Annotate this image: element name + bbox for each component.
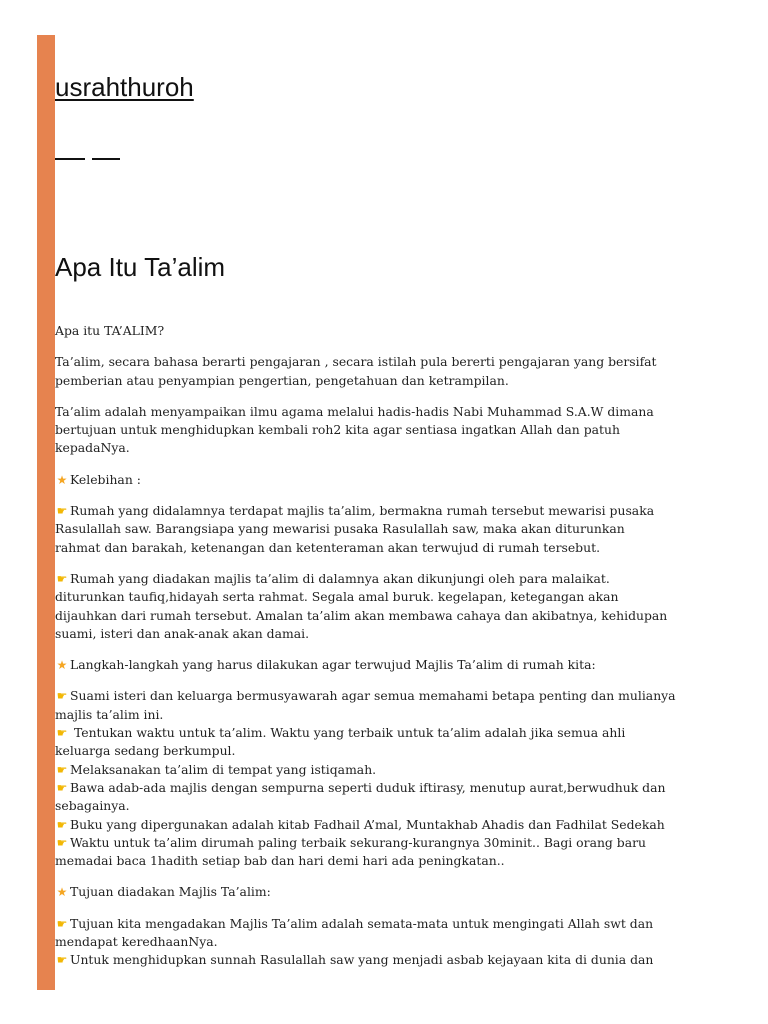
text-line: diturunkan taufiq,hidayah serta rahmat. Segala amal buruk. kegelapan, ketegangan akan [55,589,619,605]
dash-line [55,158,85,160]
text-line [55,656,745,674]
text-line: bertujuan untuk menghidupkan kembali roh2 kita agar sentiasa ingatkan Allah dan patuh [55,422,620,438]
text-line: Ta’alim adalah menyampaikan ilmu agama melalui hadis-hadis Nabi Muhammad S.A.W dimana [55,403,654,419]
text-line: mendapat keredhaanNya. [55,934,218,950]
paragraph-definition [55,353,745,390]
text-segment: Bawa adab-ada majlis dengan sempurna seperti duduk iftirasy, menutup aurat,berwudhuk dan [70,779,666,795]
text-line [55,761,745,779]
pointing-hand-icon: ☛ [56,916,68,931]
text-line: majlis ta’alim ini. [55,706,164,722]
goals-list [55,915,745,970]
star-icon: ★ [56,472,68,487]
heading-label: Tujuan diadakan Majlis Ta’alim: [70,884,271,900]
post-title: Apa Itu Ta’alim [55,252,226,282]
text-line [55,779,745,797]
accent-bar [37,35,55,990]
text-line [55,724,745,742]
text-line: Apa itu TA’ALIM? [55,323,165,338]
list-item [55,502,745,557]
site-title-link[interactable]: usrahthuroh [55,72,194,102]
pointing-hand-icon: ☛ [56,817,68,832]
text-line: Rasulallah saw. Barangsiapa yang mewarisi pusaka Rasulallah saw, maka akan diturunkan [55,521,625,537]
text-line: pemberian atau penyampian pengertian, pengetahuan dan ketrampilan. [55,372,509,388]
pointing-hand-icon: ☛ [56,726,68,741]
text-segment: Tentukan waktu untuk ta’alim. Waktu yang terbaik untuk ta’alim adalah jika semua ahli [70,725,626,741]
pointing-hand-icon: ☛ [56,780,68,795]
text-segment: Waktu untuk ta’alim dirumah paling terbaik sekurang-kurangnya 30minit.. Bagi orang baru [70,834,647,850]
text-line [55,816,745,834]
heading-tujuan [55,883,745,901]
heading-label: Kelebihan : [70,471,141,487]
text-segment: Rumah yang diadakan majlis ta’alim di dalamnya akan dikunjungi oleh para malaikat. [70,570,610,586]
star-icon: ★ [56,885,68,900]
heading-kelebihan [55,471,745,489]
text-line: rahmat dan barakah, ketenangan dan ketenteraman akan terwujud di rumah tersebut. [55,539,601,555]
pointing-hand-icon: ☛ [56,835,68,850]
text-line [55,502,745,520]
text-line: sebagainya. [55,798,130,814]
heading-langkah [55,656,745,674]
paragraph-explanation [55,403,745,458]
steps-list [55,687,745,870]
text-line: memadai baca 1hadith setiap bab dan hari demi hari ada peningkatan.. [55,853,505,869]
text-segment: Tujuan kita mengadakan Majlis Ta’alim adalah semata-mata untuk mengingati Allah swt dan [70,915,654,931]
dash-line [92,158,120,160]
pointing-hand-icon: ☛ [56,571,68,586]
heading-label: Langkah-langkah yang harus dilakukan agar terwujud Majlis Ta’alim di rumah kita: [70,657,596,673]
text-line [55,951,745,969]
text-segment: Melaksanakan ta’alim di tempat yang istiqamah. [70,761,377,777]
text-line: Ta’alim, secara bahasa berarti pengajaran , secara istilah pula bererti pengajaran yang bersifat [55,354,657,370]
text-line: suami, isteri dan anak-anak akan damai. [55,625,310,641]
text-segment: Rumah yang didalamnya terdapat majlis ta’alim, bermakna rumah tersebut mewarisi pusaka [70,503,655,519]
list-item [55,570,745,643]
text-line [55,834,745,852]
text-segment: Suami isteri dan keluarga bermusyawarah agar semua memahami betapa penting dan mulianya [70,688,676,704]
title-dashes [55,158,121,160]
text-line: kepadaNya. [55,440,130,456]
star-icon: ★ [56,658,68,673]
pointing-hand-icon: ☛ [56,762,68,777]
text-line [55,883,745,901]
text-line [55,687,745,705]
text-line: dijauhkan dari rumah tersebut. Amalan ta’alim akan membawa cahaya dan akibatnya, kehidupan [55,607,668,623]
pointing-hand-icon: ☛ [56,953,68,968]
pointing-hand-icon: ☛ [56,689,68,704]
paragraph-question [55,322,745,340]
text-line [55,915,745,933]
text-segment: Untuk menghidupkan sunnah Rasulallah saw yang menjadi asbab kejayaan kita di dunia dan [70,952,654,968]
post-body [55,322,745,983]
text-line [55,570,745,588]
pointing-hand-icon: ☛ [56,504,68,519]
text-line: keluarga sedang berkumpul. [55,743,236,759]
text-segment: Buku yang dipergunakan adalah kitab Fadhail A’mal, Muntakhab Ahadis dan Fadhilat Sedekah [70,816,665,832]
text-line [55,471,745,489]
